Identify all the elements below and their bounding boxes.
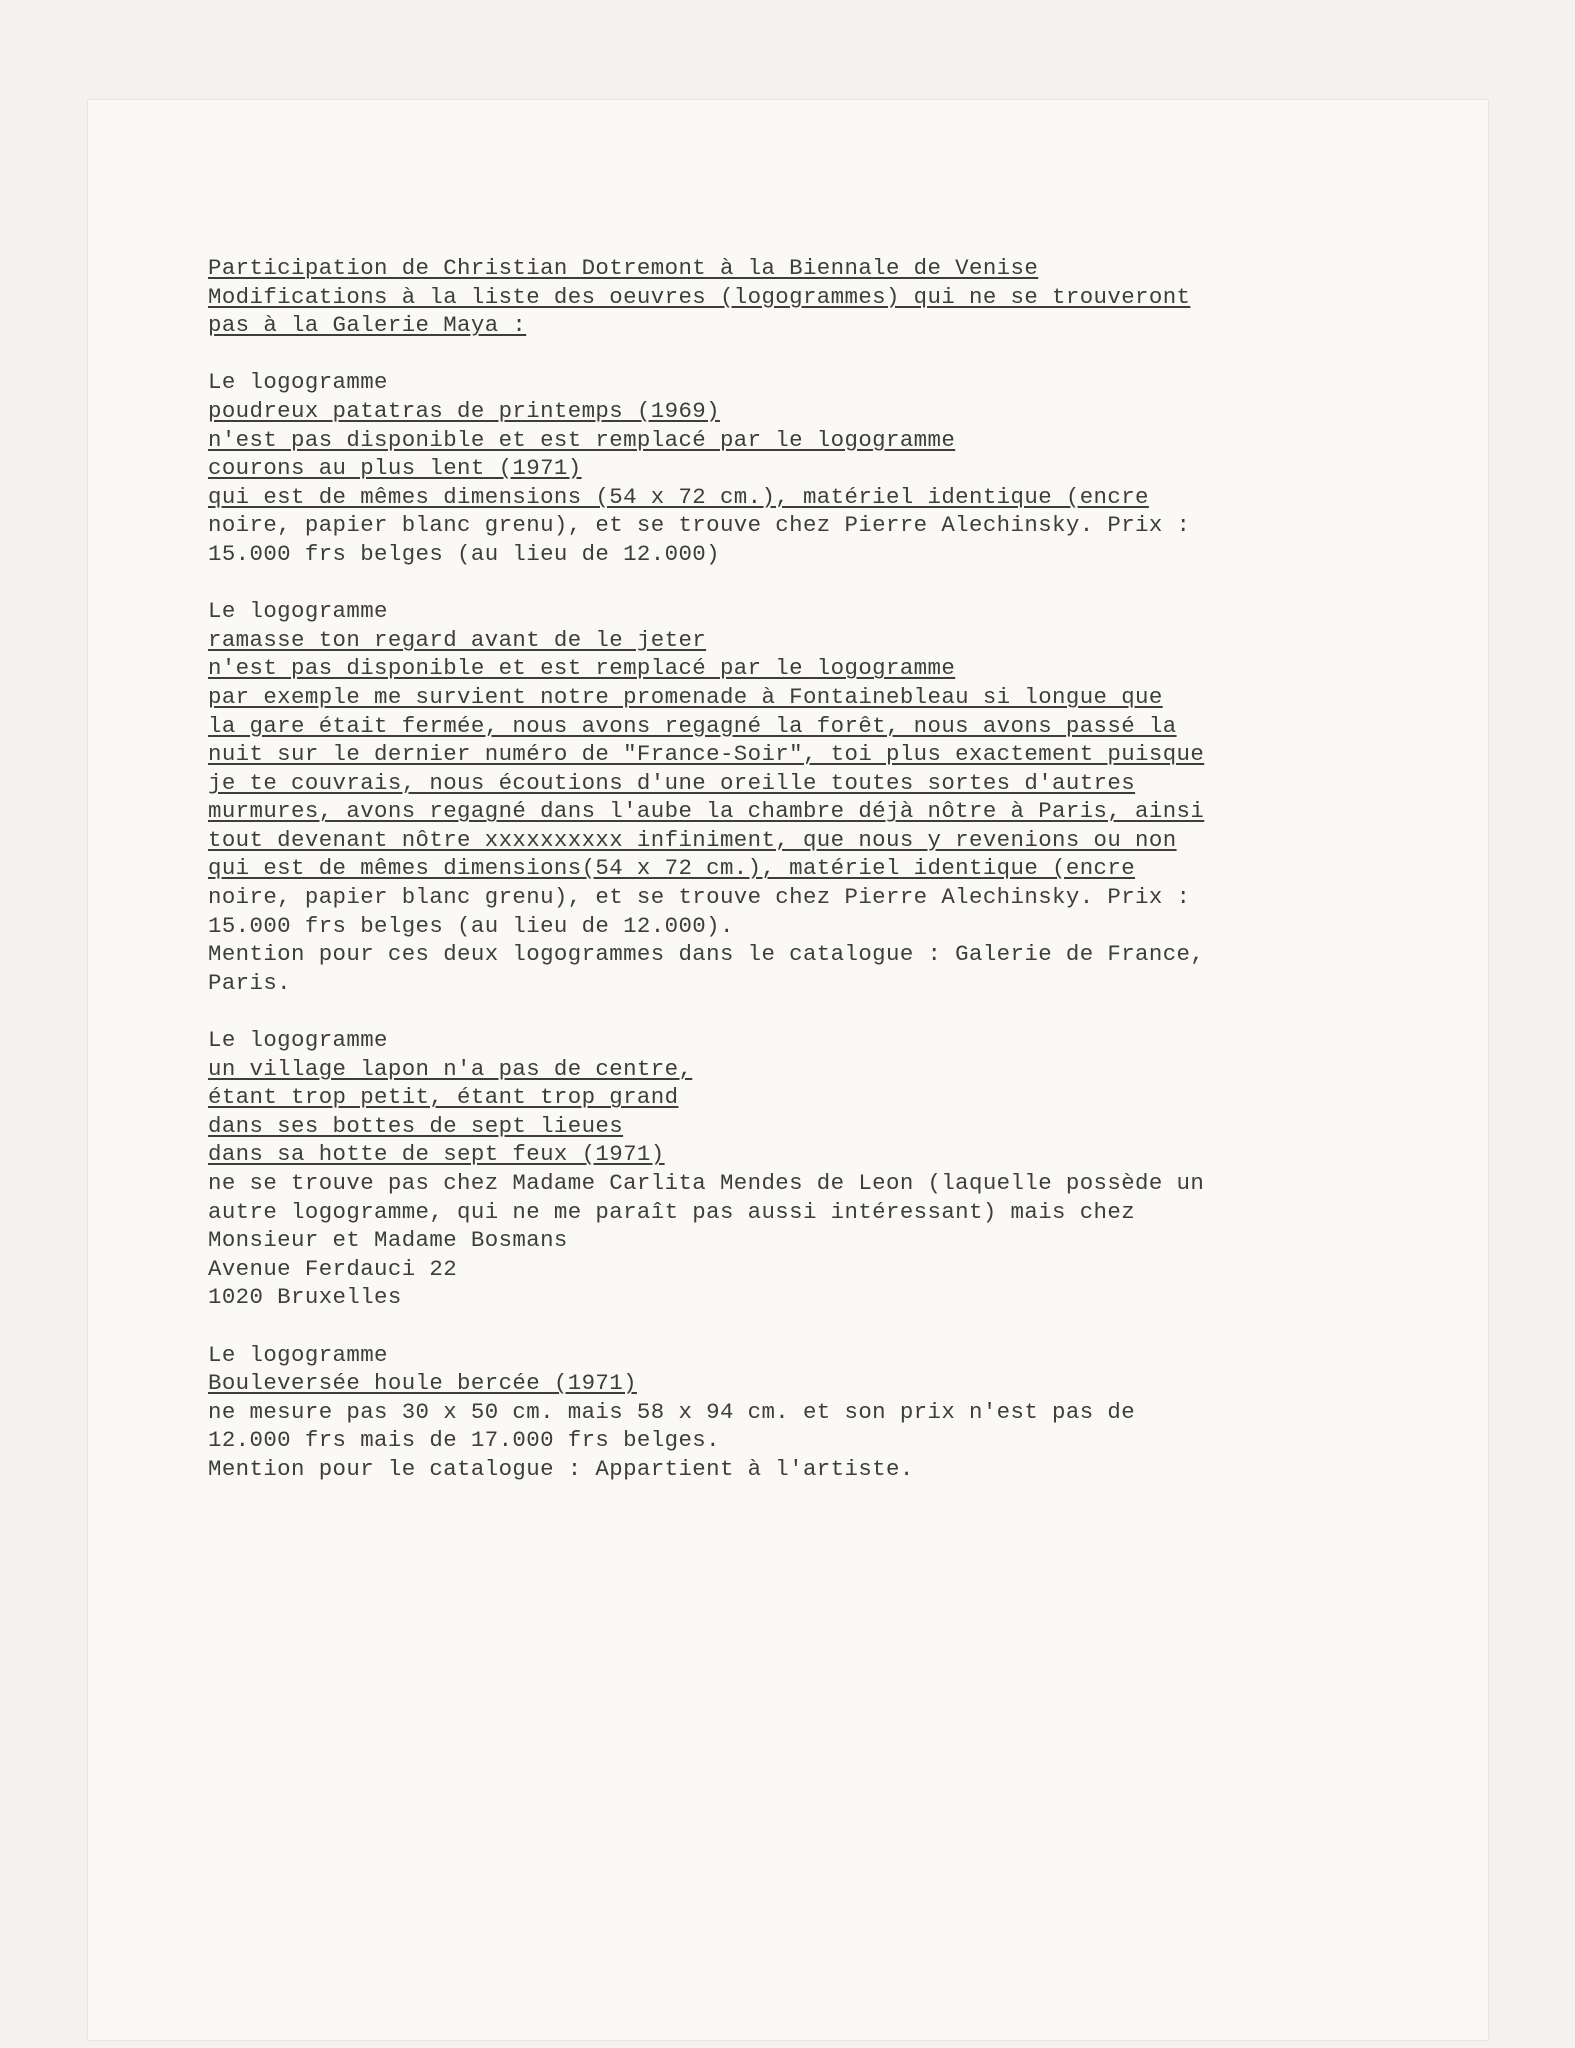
logogram-title: nuit sur le dernier numéro de "France-Soir", toi plus exactement puisque <box>208 741 1205 768</box>
logogram-title: poudreux patatras de printemps (1969) <box>208 397 720 424</box>
section-heading: Le logogramme <box>208 1341 388 1368</box>
title-line: pas à la Galerie Maya : <box>208 312 527 339</box>
section-heading: Le logogramme <box>208 1027 388 1054</box>
logogram-title: un village lapon n'a pas de centre, <box>208 1055 693 1082</box>
address-line: Monsieur et Madame Bosmans <box>208 1227 568 1254</box>
logogram-title: dans sa hotte de sept feux (1971) <box>208 1141 665 1168</box>
text-line: 15.000 frs belges (au lieu de 12.000). <box>208 912 734 939</box>
logogram-title: la gare était fermée, nous avons regagné la forêt, nous avons passé la <box>208 712 1177 739</box>
address-line: 1020 Bruxelles <box>208 1284 402 1311</box>
text-line: Paris. <box>208 969 292 996</box>
title-line: Modifications à la liste des oeuvres (logogrammes) qui ne se trouveront <box>208 283 1191 310</box>
logogram-title: par exemple me survient notre promenade à Fontainebleau si longue que <box>208 683 1163 710</box>
address-line: Avenue Ferdauci 22 <box>208 1255 458 1282</box>
text-line: ne mesure pas 30 x 50 cm. mais 58 x 94 cm. et son prix n'est pas de <box>208 1398 1136 1425</box>
text-line: qui est de mêmes dimensions (54 x 72 cm.), matériel identique (encre <box>208 483 1149 510</box>
logogram-title: murmures, avons regagné dans l'aube la chambre déjà nôtre à Paris, ainsi <box>208 798 1205 825</box>
text-line: noire, papier blanc grenu), et se trouve chez Pierre Alechinsky. Prix : <box>208 512 1191 539</box>
logogram-title: je te couvrais, nous écoutions d'une oreille toutes sortes d'autres <box>208 769 1136 796</box>
title-line: Participation de Christian Dotremont à la Biennale de Venise <box>208 255 1039 281</box>
logogram-title: Bouleversée houle bercée (1971) <box>208 1370 637 1397</box>
section-heading: Le logogramme <box>208 598 388 625</box>
text-line: n'est pas disponible et est remplacé par le logogramme <box>208 655 956 682</box>
text-line: noire, papier blanc grenu), et se trouve chez Pierre Alechinsky. Prix : <box>208 884 1191 911</box>
section-heading: Le logogramme <box>208 369 388 396</box>
logogram-title: dans ses bottes de sept lieues <box>208 1112 624 1139</box>
text-line: 15.000 frs belges (au lieu de 12.000) <box>208 540 720 567</box>
logogram-title: courons au plus lent (1971) <box>208 455 582 482</box>
logogram-title: tout devenant nôtre xxxxxxxxxx infiniment, que nous y revenions ou non <box>208 826 1177 853</box>
text-line: 12.000 frs mais de 17.000 frs belges. <box>208 1427 720 1454</box>
logogram-title: étant trop petit, étant trop grand <box>208 1084 679 1111</box>
text-line: qui est de mêmes dimensions(54 x 72 cm.), matériel identique (encre <box>208 855 1136 882</box>
text-line: n'est pas disponible et est remplacé par le logogramme <box>208 426 956 453</box>
text-line: autre logogramme, qui ne me paraît pas aussi intéressant) mais chez <box>208 1198 1136 1225</box>
typed-letter <box>208 254 1468 1484</box>
text-line: Mention pour ces deux logogrammes dans le catalogue : Galerie de France, <box>208 941 1205 968</box>
text-line: ne se trouve pas chez Madame Carlita Mendes de Leon (laquelle possède un <box>208 1170 1205 1196</box>
logogram-title: ramasse ton regard avant de le jeter <box>208 626 707 653</box>
text-line: Mention pour le catalogue : Appartient à l'artiste. <box>208 1455 914 1482</box>
